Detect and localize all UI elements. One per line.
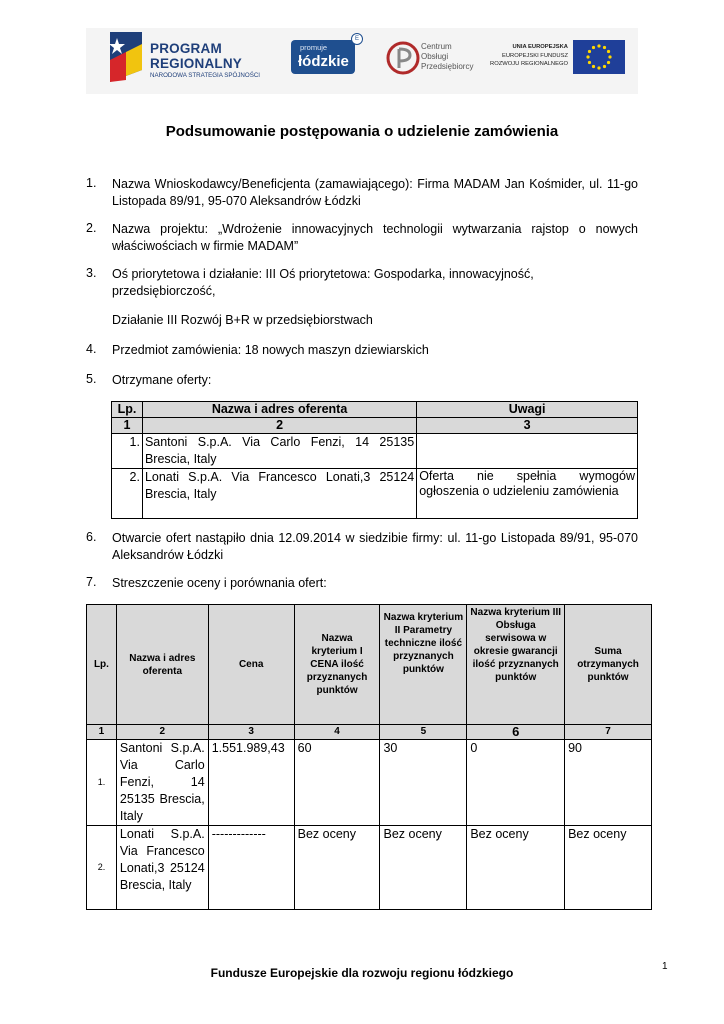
column-header: Lp. xyxy=(112,402,143,418)
column-header: Suma otrzymanych punktów xyxy=(565,605,652,725)
item-number: 2. xyxy=(86,221,97,235)
program-line3: NARODOWA STRATEGIA SPÓJNOŚCI xyxy=(150,72,261,79)
ue-line1: UNIA EUROPEJSKA xyxy=(512,44,568,50)
item-number: 1. xyxy=(86,176,97,190)
column-number: 1 xyxy=(112,418,143,434)
cop-line2: Obsługi xyxy=(421,52,449,61)
column-number: 3 xyxy=(208,725,294,740)
table-row xyxy=(87,826,652,910)
column-header: Uwagi xyxy=(417,402,638,418)
cop-line1: Centrum xyxy=(421,42,452,51)
row-offerer: Lonati S.p.A. Via Francesco Lonati,3 25124 Brescia, Italy xyxy=(142,469,416,519)
eu-star-icon xyxy=(592,46,595,49)
column-number: 1 xyxy=(87,725,117,740)
item-number: 5. xyxy=(86,372,97,386)
item-applicant: Nazwa Wnioskodawcy/Beneficjenta (zamawiającego): Firma MADAM Jan Kośmider, ul. 11-go Listopada 89/91, 95-070 Aleksandrów Łódzki xyxy=(112,177,638,208)
column-header: Nazwa kryterium II Parametry techniczne ilość przyznanych punktów xyxy=(380,605,467,725)
table-header-row xyxy=(112,402,638,418)
column-number-row xyxy=(112,418,638,434)
item-priority-axis: Oś priorytetowa i działanie: III Oś priorytetowa: Gospodarka, innowacyjność, przedsiębiorczość, xyxy=(112,267,534,298)
item-number: 4. xyxy=(86,342,97,356)
row-criterion-3: Bez oceny xyxy=(467,826,565,910)
eu-star-icon xyxy=(588,61,591,64)
column-header: Nazwa kryterium III Obsługa serwisowa w okresie gwarancji ilość przyznanych punktów xyxy=(467,605,565,725)
row-price: 1.551.989,43 xyxy=(208,740,294,826)
item-opening: Otwarcie ofert nastąpiło dnia 12.09.2014 w siedzibie firmy: ul. 11-go Listopada 89/91, 95-070 Aleksandrów Łódzki xyxy=(112,531,638,562)
eu-star-icon xyxy=(607,50,610,53)
item-priority-action: Działanie III Rozwój B+R w przedsiębiorstwach xyxy=(112,313,373,327)
table-header-row xyxy=(87,605,652,725)
column-header: Cena xyxy=(208,605,294,725)
row-lp: 1. xyxy=(112,434,143,469)
row-criterion-2: 30 xyxy=(380,740,467,826)
centrum-obslugi-logo-icon xyxy=(386,40,420,76)
column-number: 3 xyxy=(417,418,638,434)
eu-star-icon xyxy=(597,44,600,47)
lodz-badge: E xyxy=(351,33,363,45)
evaluation-table xyxy=(86,604,652,910)
column-number-row xyxy=(87,725,652,740)
item-offers-label: Otrzymane oferty: xyxy=(112,373,212,387)
item-project-name: Nazwa projektu: „Wdrożenie innowacyjnych technologii wytwarzania rajstop o nowych właściwościach w firmie MADAM” xyxy=(112,222,638,253)
eu-star-icon xyxy=(608,55,611,58)
row-sum: 90 xyxy=(565,740,652,826)
row-criterion-1: Bez oceny xyxy=(294,826,380,910)
row-criterion-2: Bez oceny xyxy=(380,826,467,910)
column-header: Nazwa i adres oferenta xyxy=(116,605,208,725)
program-line1: PROGRAM xyxy=(150,41,222,56)
row-notes: Oferta nie spełnia wymogów ogłoszenia o udzieleniu zamówienia xyxy=(417,469,638,519)
item-number: 3. xyxy=(86,266,97,280)
item-number: 6. xyxy=(86,530,97,544)
ue-line3: ROZWOJU REGIONALNEGO xyxy=(490,61,568,67)
table-row xyxy=(87,740,652,826)
eu-star-icon xyxy=(586,55,589,58)
column-number: 2 xyxy=(142,418,416,434)
row-lp: 1. xyxy=(87,740,117,826)
cop-line3: Przedsiębiorcy xyxy=(421,62,474,71)
table-row xyxy=(112,434,638,469)
column-number: 5 xyxy=(380,725,467,740)
program-regionalny-logo-icon xyxy=(102,30,146,84)
column-header: Nazwa kryterium I CENA ilość przyznanych punktów xyxy=(294,605,380,725)
column-number: 4 xyxy=(294,725,380,740)
eu-flag-icon xyxy=(573,40,625,74)
document-title: Podsumowanie postępowania o udzielenie zamówienia xyxy=(165,123,559,140)
eu-star-icon xyxy=(597,66,600,69)
item-order-subject: Przedmiot zamówienia: 18 nowych maszyn dziewiarskich xyxy=(112,343,429,357)
offers-table xyxy=(111,401,638,519)
eu-star-icon xyxy=(592,65,595,68)
row-offerer: Lonati S.p.A. Via Francesco Lonati,3 25124 Brescia, Italy xyxy=(116,826,208,910)
footer-text: Fundusze Europejskie dla rozwoju regionu łódzkiego xyxy=(210,966,514,980)
item-evaluation-label: Streszczenie oceny i porównania ofert: xyxy=(112,576,327,590)
column-number: 7 xyxy=(565,725,652,740)
column-header: Nazwa i adres oferenta xyxy=(142,402,416,418)
row-lp: 2. xyxy=(87,826,117,910)
table-row xyxy=(112,469,638,519)
row-sum: Bez oceny xyxy=(565,826,652,910)
item-number: 7. xyxy=(86,575,97,589)
promuje-lodzkie-logo xyxy=(291,40,355,74)
row-offerer: Santoni S.p.A. Via Carlo Fenzi, 14 25135 Brescia, Italy xyxy=(142,434,416,469)
row-price: ------------- xyxy=(208,826,294,910)
lodz-big-text: łódzkie xyxy=(298,53,349,70)
row-criterion-1: 60 xyxy=(294,740,380,826)
row-lp: 2. xyxy=(112,469,143,519)
column-header: Lp. xyxy=(87,605,117,725)
column-number: 6 xyxy=(467,725,565,740)
column-number: 2 xyxy=(116,725,208,740)
row-notes xyxy=(417,434,638,469)
program-line2: REGIONALNY xyxy=(150,56,243,71)
page-number: 1 xyxy=(662,961,668,972)
ue-line2: EUROPEJSKI FUNDUSZ xyxy=(501,53,568,59)
eu-star-icon xyxy=(603,65,606,68)
eu-star-icon xyxy=(607,61,610,64)
row-offerer: Santoni S.p.A. Via Carlo Fenzi, 14 25135 Brescia, Italy xyxy=(116,740,208,826)
lodz-small-text: promuje xyxy=(300,43,328,52)
row-criterion-3: 0 xyxy=(467,740,565,826)
eu-star-icon xyxy=(603,46,606,49)
eu-star-icon xyxy=(588,50,591,53)
